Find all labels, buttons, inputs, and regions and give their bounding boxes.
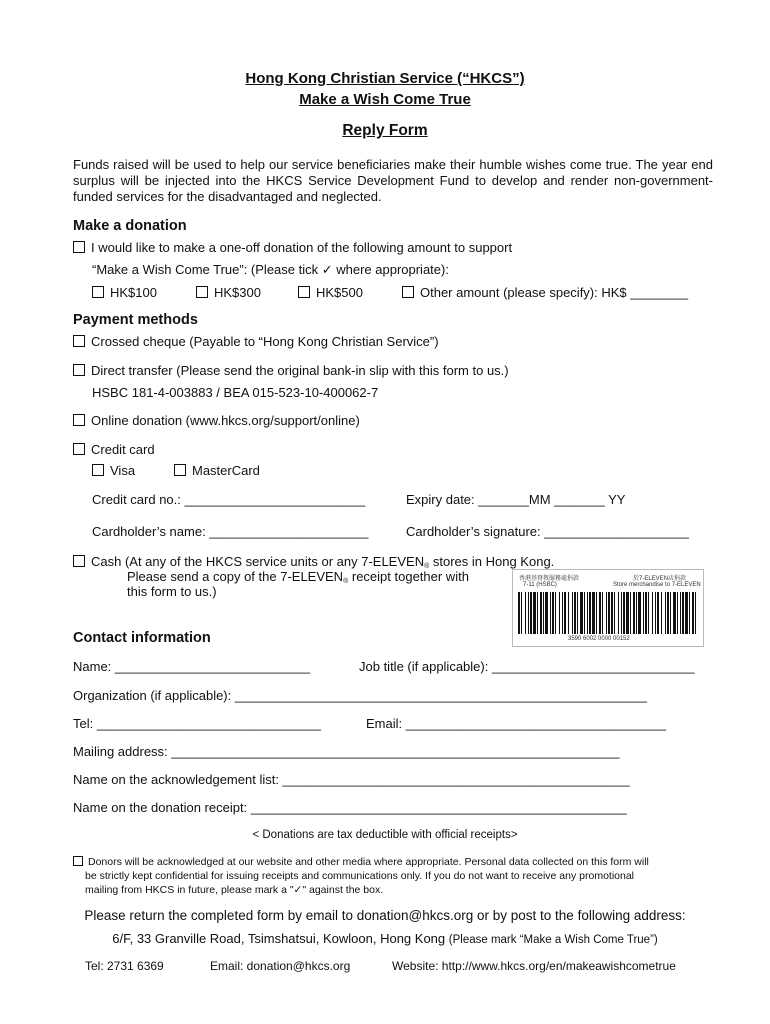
barcode-bar [518,592,520,634]
privacy-line3: mailing from HKCS in future, please mark a "✓" against the box. [85,884,384,896]
cash-line2b: receipt together with [348,569,469,584]
amount-500-label: HK$500 [316,285,363,300]
barcode-bar [633,592,635,634]
cheque-label: Crossed cheque (Payable to “Hong Kong Christian Service”) [91,334,439,349]
transfer-label: Direct transfer (Please send the original bank-in slip with this form to us.) [91,363,509,378]
expiry-date-field[interactable]: Expiry date: _______MM _______ YY [406,492,626,507]
barcode-bar [550,592,551,634]
online-label: Online donation (www.hkcs.org/support/online) [91,413,360,428]
mastercard-label: MasterCard [192,463,260,478]
barcode-bar [543,592,544,634]
barcode-bar [667,592,669,634]
cardholder-signature-field[interactable]: Cardholder’s signature: ____________________ [406,524,689,539]
postal-address [0,931,770,946]
amount-other [402,285,688,300]
barcode-bar [559,592,560,634]
mastercard-checkbox[interactable] [174,464,186,476]
return-instructions: Please return the completed form by email to donation@hkcs.org or by post to the following address: [84,908,686,923]
campaign-title: Make a Wish Come True [299,91,471,108]
mastercard-option [174,463,260,478]
credit-card-label: Credit card [91,442,155,457]
donation-line1: I would like to make a one-off donation of the following amount to support [91,240,513,255]
barcode-bar [611,592,613,634]
barcode-bar [599,592,601,634]
barcode-bar [657,592,659,634]
barcode-bar [587,592,588,634]
footer-website: Website: http://www.hkcs.org/en/makeawishcometrue [392,959,676,973]
cheque-option [73,334,439,349]
mailing-address-field[interactable]: Mailing address: ______________________________________________________________ [73,744,620,759]
amount-300-label: HK$300 [214,285,261,300]
barcode-bar [592,592,595,634]
barcode-bar [577,592,578,634]
barcode-bar [652,592,653,634]
bank-accounts: HSBC 181-4-003883 / BEA 015-523-10-400062-7 [92,385,379,400]
donation-option [73,240,512,255]
visa-label: Visa [110,463,136,478]
organization-field[interactable]: Organization (if applicable): _________________________________________________________ [73,688,647,703]
barcode-label-cn-right: 於7-ELEVEN店捐款 [633,576,687,582]
barcode-bar [680,592,681,634]
barcode-bar [537,592,538,634]
barcode-bar [596,592,597,634]
barcode-bar [555,592,556,634]
amount-300 [196,285,261,300]
visa-option [92,463,135,478]
amount-100-checkbox[interactable] [92,286,104,298]
form-title: Hong Kong Christian Service (“HKCS”) [245,70,525,87]
barcode-bar [562,592,563,634]
cardholder-name-field[interactable]: Cardholder’s name: ______________________ [92,524,369,539]
barcode-bar [638,592,641,634]
cash-line1b: stores in Hong Kong. [429,554,555,569]
barcode-bar [602,592,603,634]
card-number-field[interactable]: Credit card no.: _________________________ [92,492,366,507]
amount-100-label: HK$100 [110,285,157,300]
visa-checkbox[interactable] [92,464,104,476]
barcode-bar [608,592,610,634]
payment-heading: Payment methods [73,312,198,328]
acknowledgement-name-field[interactable]: Name on the acknowledgement list: ________________________________________________ [73,772,630,787]
credit-card-option [73,442,155,457]
contact-heading: Contact information [73,630,211,646]
barcode-bar [614,592,615,634]
barcode-right-sub: Store merchandise to 7-ELEVEN [613,582,701,588]
amount-100 [92,285,157,300]
credit-card-checkbox[interactable] [73,443,85,455]
cash-checkbox[interactable] [73,555,85,567]
online-checkbox[interactable] [73,414,85,426]
barcode-bar [606,592,607,634]
barcode-bar [552,592,554,634]
online-option [73,413,360,428]
privacy-line1 [73,856,649,868]
opt-out-checkbox[interactable] [73,856,83,866]
cash-option [73,554,554,570]
barcode-bar [689,592,690,634]
footer-email: Email: donation@hkcs.org [210,959,351,973]
donation-line2: “Make a Wish Come True”: (Please tick ✓ where appropriate): [92,262,449,277]
registered-mark-2: ® [343,578,349,585]
barcode-bar [655,592,656,634]
transfer-option [73,363,509,378]
barcode-number: 3590 6002 0000 00152 [568,636,630,642]
barcode-bar [545,592,548,634]
barcode-bar [673,592,676,634]
barcode-bar [528,592,529,634]
privacy-text1: Donors will be acknowledged at our website and other media where appropriate. Personal data collected on this form will [88,856,649,868]
barcode-bar [621,592,622,634]
amount-other-label: Other amount (please specify): HK$ ________ [420,285,689,300]
receipt-name-field[interactable]: Name on the donation receipt: ____________________________________________________ [73,800,627,815]
barcode-bars [517,592,699,634]
barcode-bar [564,592,566,634]
barcode-bar [636,592,637,634]
barcode-bar [682,592,684,634]
amount-500-checkbox[interactable] [298,286,310,298]
reply-form-title: Reply Form [342,122,428,139]
transfer-checkbox[interactable] [73,364,85,376]
address-note: (Please mark “Make a Wish Come True”) [448,934,658,946]
email-field[interactable]: Email: ____________________________________ [366,716,667,731]
donation-heading: Make a donation [73,218,187,234]
barcode-bar [670,592,671,634]
barcode-bar [584,592,585,634]
barcode-bar [521,592,522,634]
amount-300-checkbox[interactable] [196,286,208,298]
cash-line3: this form to us.) [127,584,217,599]
barcode-bar [530,592,532,634]
barcode-bar [623,592,625,634]
barcode-label-cn-left: 香港基督教服務處捐款 [519,576,580,582]
barcode-bar [630,592,631,634]
barcode-bar [661,592,662,634]
tax-note: < Donations are tax deductible with official receipts> [252,829,518,841]
amount-500 [298,285,363,300]
cash-line1a: Cash (At any of the HKCS service units or any 7-ELEVEN [91,554,425,569]
tel-field[interactable]: Tel: _______________________________ [73,716,321,731]
barcode-bar [685,592,688,634]
barcode-bar [645,592,647,634]
barcode-bar [574,592,576,634]
barcode-bar [525,592,526,634]
barcode-bar [677,592,678,634]
amount-other-checkbox[interactable] [402,286,414,298]
cheque-checkbox[interactable] [73,335,85,347]
barcode-bar [589,592,591,634]
barcode-bar [618,592,619,634]
barcode-bar [572,592,573,634]
barcode-bar [695,592,696,634]
barcode-bar [540,592,542,634]
privacy-line2: be strictly kept confidential for issuing receipts and communications only. If you do not want to receive any promotional [85,870,635,882]
barcode-bar [648,592,649,634]
cash-line2a: Please send a copy of the 7-ELEVEN [127,569,344,584]
footer-tel: Tel: 2731 6369 [85,959,164,973]
registered-mark: ® [424,563,430,570]
barcode-bar [692,592,694,634]
barcode-bar [643,592,644,634]
name-field[interactable]: Name: ___________________________ [73,659,311,674]
barcode-bar [568,592,569,634]
address-text: 6/F, 33 Granville Road, Tsimshatsui, Kowloon, Hong Kong [112,931,446,946]
barcode-left-sub: 7-11 (HSBC) [523,582,557,588]
barcode-bar [533,592,536,634]
cash-line2 [127,569,469,585]
barcode-bar [626,592,629,634]
barcode-bar [580,592,583,634]
barcode-bar [665,592,666,634]
job-title-field[interactable]: Job title (if applicable): ____________________________ [359,659,695,674]
intro-paragraph: Funds raised will be used to help our service beneficiaries make their humble wishes come true. The year end surplus will be injected into the HKCS Service Development Fund to develop and render non-government-funded services for the disadvantaged and neglected. [73,157,713,204]
seven-eleven-barcode [512,569,704,647]
one-off-donation-checkbox[interactable] [73,241,85,253]
